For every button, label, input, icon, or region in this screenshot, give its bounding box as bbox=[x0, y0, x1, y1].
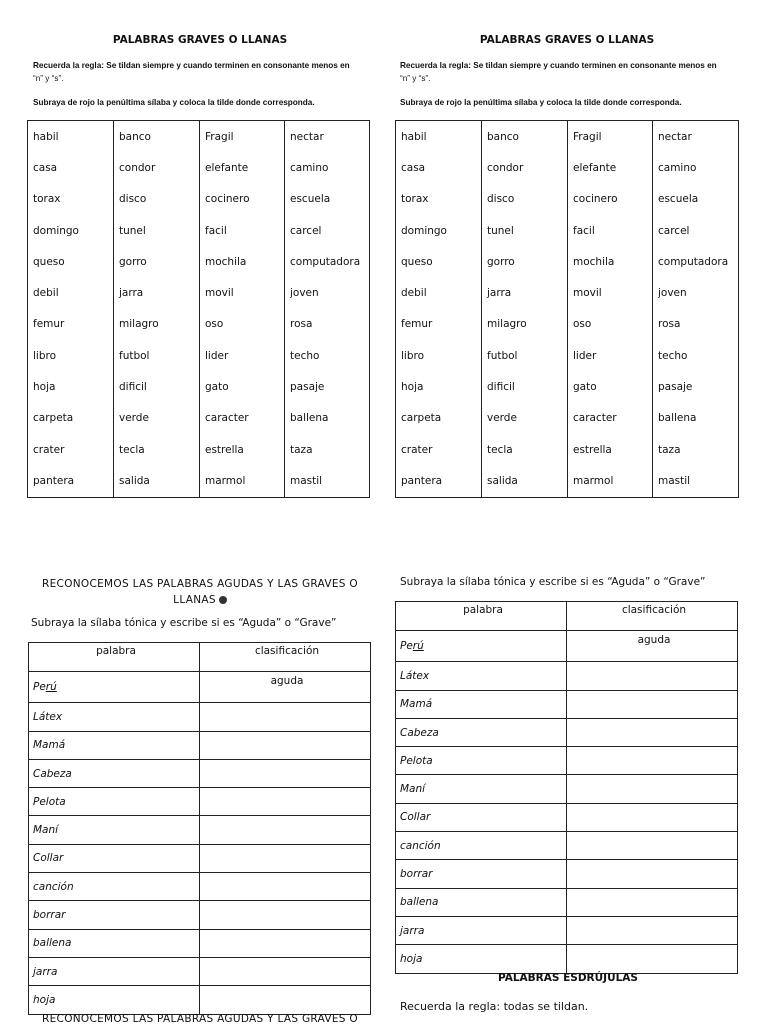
table-row bbox=[396, 690, 738, 718]
word-cell: femur bbox=[396, 309, 482, 340]
classification-cell[interactable] bbox=[200, 929, 371, 957]
classification-cell[interactable] bbox=[200, 986, 371, 1014]
word-cell: movil bbox=[568, 277, 653, 308]
word-cell: crater bbox=[28, 434, 114, 465]
word-cell: Mamá bbox=[396, 690, 567, 718]
word-cell: caracter bbox=[200, 403, 285, 434]
word-cell: pasaje bbox=[285, 371, 370, 402]
word-cell: ballena bbox=[29, 929, 200, 957]
table-row bbox=[29, 986, 371, 1014]
word-cell: Perú bbox=[29, 672, 200, 703]
word-cell: torax bbox=[28, 184, 114, 215]
classification-cell[interactable] bbox=[567, 747, 738, 775]
table-row bbox=[396, 277, 739, 308]
table-row bbox=[28, 121, 370, 153]
word-cell: jarra bbox=[114, 277, 200, 308]
word-cell: Látex bbox=[396, 662, 567, 690]
word-cell: canción bbox=[396, 832, 567, 860]
right-rule-text bbox=[400, 59, 745, 85]
word-cell: dificil bbox=[114, 371, 200, 402]
left-rule-text bbox=[33, 59, 378, 85]
table-row bbox=[29, 844, 371, 872]
classification-cell[interactable] bbox=[567, 832, 738, 860]
word-cell: queso bbox=[396, 246, 482, 277]
classification-cell[interactable] bbox=[567, 775, 738, 803]
table-row bbox=[396, 775, 738, 803]
word-cell: movil bbox=[200, 277, 285, 308]
word-cell: condor bbox=[482, 152, 568, 183]
table-row bbox=[396, 803, 738, 831]
word-cell: jarra bbox=[396, 916, 567, 944]
word-cell: Cabeza bbox=[29, 759, 200, 787]
word-cell: habil bbox=[396, 121, 482, 153]
word-cell: debil bbox=[396, 277, 482, 308]
word-cell: Maní bbox=[29, 816, 200, 844]
right-instruction: Subraya de rojo la penúltima sílaba y coloca la tilde donde corresponda. bbox=[400, 98, 682, 107]
classification-cell[interactable] bbox=[567, 945, 738, 973]
word-cell: canción bbox=[29, 873, 200, 901]
word-cell: futbol bbox=[114, 340, 200, 371]
right-rule-line2: “n” y “s”. bbox=[400, 74, 431, 83]
table-row bbox=[396, 916, 738, 944]
word-cell: gato bbox=[568, 371, 653, 402]
word-cell: casa bbox=[396, 152, 482, 183]
right-rule-line1: Recuerda la regla: Se tildan siempre y cuando terminen en consonante menos en bbox=[400, 61, 717, 70]
table-row bbox=[29, 901, 371, 929]
table-row bbox=[396, 832, 738, 860]
word-cell: techo bbox=[653, 340, 739, 371]
word-cell: mastil bbox=[653, 465, 739, 497]
agudas-left-heading-line2: LLANAS bbox=[173, 594, 216, 606]
word-cell: banco bbox=[114, 121, 200, 153]
classification-cell[interactable] bbox=[200, 957, 371, 985]
classification-cell[interactable] bbox=[567, 803, 738, 831]
word-cell: Fragil bbox=[200, 121, 285, 153]
classification-cell[interactable] bbox=[200, 901, 371, 929]
word-cell: rosa bbox=[285, 309, 370, 340]
word-cell: marmol bbox=[200, 465, 285, 497]
table-row bbox=[29, 957, 371, 985]
word-cell: dificil bbox=[482, 371, 568, 402]
word-cell: camino bbox=[653, 152, 739, 183]
col-header-clasificacion: clasificación bbox=[567, 602, 738, 631]
table-row bbox=[29, 873, 371, 901]
word-cell: lider bbox=[568, 340, 653, 371]
word-cell: oso bbox=[200, 309, 285, 340]
smiley-icon bbox=[219, 596, 227, 604]
word-cell: futbol bbox=[482, 340, 568, 371]
table-row bbox=[28, 434, 370, 465]
word-cell: hoja bbox=[396, 945, 567, 973]
table-row bbox=[396, 215, 739, 246]
word-cell: debil bbox=[28, 277, 114, 308]
word-cell: caracter bbox=[568, 403, 653, 434]
table-row bbox=[28, 246, 370, 277]
table-row bbox=[28, 184, 370, 215]
right-worksheet-title: PALABRAS GRAVES O LLANAS bbox=[479, 34, 655, 46]
word-cell: libro bbox=[396, 340, 482, 371]
esdrujulas-rule: Recuerda la regla: todas se tildan. bbox=[400, 1000, 589, 1013]
word-cell: hoja bbox=[28, 371, 114, 402]
table-row bbox=[396, 718, 738, 746]
word-cell: Collar bbox=[29, 844, 200, 872]
table-row bbox=[396, 631, 738, 662]
classification-cell[interactable] bbox=[200, 759, 371, 787]
agudas-left-footer-heading: RECONOCEMOS LAS PALABRAS AGUDAS Y LAS GRAVES O bbox=[42, 1013, 358, 1025]
word-cell: Perú bbox=[396, 631, 567, 662]
word-cell: tecla bbox=[482, 434, 568, 465]
left-instruction: Subraya de rojo la penúltima sílaba y coloca la tilde donde corresponda. bbox=[33, 98, 315, 107]
word-cell: elefante bbox=[568, 152, 653, 183]
table-row bbox=[28, 403, 370, 434]
word-cell: milagro bbox=[114, 309, 200, 340]
word-cell: oso bbox=[568, 309, 653, 340]
word-cell: crater bbox=[396, 434, 482, 465]
word-cell: Látex bbox=[29, 703, 200, 731]
word-cell: gorro bbox=[482, 246, 568, 277]
table-row bbox=[396, 371, 739, 402]
word-cell: salida bbox=[114, 465, 200, 497]
agudas-left-heading bbox=[30, 576, 370, 608]
table-row bbox=[396, 434, 739, 465]
word-cell: Collar bbox=[396, 803, 567, 831]
word-cell: pantera bbox=[28, 465, 114, 497]
word-cell: jarra bbox=[29, 957, 200, 985]
word-cell: tunel bbox=[114, 215, 200, 246]
table-row bbox=[396, 184, 739, 215]
word-cell: taza bbox=[285, 434, 370, 465]
table-row bbox=[29, 731, 371, 759]
classification-cell[interactable] bbox=[200, 844, 371, 872]
col-header-palabra: palabra bbox=[396, 602, 567, 631]
word-cell: joven bbox=[285, 277, 370, 308]
word-cell: marmol bbox=[568, 465, 653, 497]
table-row bbox=[28, 465, 370, 497]
left-rule-line1: Recuerda la regla: Se tildan siempre y cuando terminen en consonante menos en bbox=[33, 61, 350, 70]
classification-cell[interactable] bbox=[200, 873, 371, 901]
classification-cell[interactable] bbox=[567, 916, 738, 944]
word-cell: Pelota bbox=[396, 747, 567, 775]
word-cell: ballena bbox=[396, 888, 567, 916]
word-cell: camino bbox=[285, 152, 370, 183]
table-row bbox=[396, 945, 738, 973]
word-cell: cocinero bbox=[200, 184, 285, 215]
word-cell: hoja bbox=[29, 986, 200, 1014]
table-row bbox=[29, 672, 371, 703]
word-cell: gorro bbox=[114, 246, 200, 277]
word-cell: nectar bbox=[285, 121, 370, 153]
table-row bbox=[396, 152, 739, 183]
word-cell: jarra bbox=[482, 277, 568, 308]
table-row bbox=[29, 816, 371, 844]
col-header-palabra: palabra bbox=[29, 643, 200, 672]
word-cell: lider bbox=[200, 340, 285, 371]
left-words-table bbox=[27, 120, 370, 498]
word-cell: habil bbox=[28, 121, 114, 153]
word-cell: condor bbox=[114, 152, 200, 183]
word-cell: femur bbox=[28, 309, 114, 340]
table-row bbox=[396, 860, 738, 888]
agudas-left-heading-line1: RECONOCEMOS LAS PALABRAS AGUDAS Y LAS GRAVES O bbox=[42, 578, 358, 590]
word-cell: escuela bbox=[653, 184, 739, 215]
right-words-table bbox=[395, 120, 739, 498]
word-cell: mochila bbox=[568, 246, 653, 277]
word-cell: libro bbox=[28, 340, 114, 371]
word-cell: rosa bbox=[653, 309, 739, 340]
word-cell: nectar bbox=[653, 121, 739, 153]
word-cell: carcel bbox=[653, 215, 739, 246]
word-cell: cocinero bbox=[568, 184, 653, 215]
word-cell: Cabeza bbox=[396, 718, 567, 746]
classification-cell[interactable] bbox=[567, 860, 738, 888]
classification-cell[interactable] bbox=[200, 816, 371, 844]
word-cell: facil bbox=[568, 215, 653, 246]
table-row bbox=[396, 403, 739, 434]
classification-cell[interactable] bbox=[200, 788, 371, 816]
word-cell: mochila bbox=[200, 246, 285, 277]
word-cell: gato bbox=[200, 371, 285, 402]
word-cell: ballena bbox=[653, 403, 739, 434]
classification-cell[interactable]: aguda bbox=[200, 672, 371, 703]
word-cell: Pelota bbox=[29, 788, 200, 816]
word-cell: torax bbox=[396, 184, 482, 215]
word-cell: carcel bbox=[285, 215, 370, 246]
left-rule-line2: “n” y “s”. bbox=[33, 74, 64, 83]
word-cell: domingo bbox=[28, 215, 114, 246]
esdrujulas-title: PALABRAS ESDRÚJULAS bbox=[498, 972, 638, 984]
word-cell: disco bbox=[114, 184, 200, 215]
classification-cell[interactable] bbox=[567, 690, 738, 718]
table-row bbox=[396, 662, 738, 690]
word-cell: domingo bbox=[396, 215, 482, 246]
table-row bbox=[29, 703, 371, 731]
table-row bbox=[396, 309, 739, 340]
word-cell: computadora bbox=[285, 246, 370, 277]
word-cell: estrella bbox=[568, 434, 653, 465]
word-cell: casa bbox=[28, 152, 114, 183]
word-cell: borrar bbox=[29, 901, 200, 929]
table-row bbox=[28, 340, 370, 371]
word-cell: tecla bbox=[114, 434, 200, 465]
word-cell: Fragil bbox=[568, 121, 653, 153]
word-cell: ballena bbox=[285, 403, 370, 434]
word-cell: carpeta bbox=[396, 403, 482, 434]
word-cell: elefante bbox=[200, 152, 285, 183]
word-cell: pasaje bbox=[653, 371, 739, 402]
classification-cell[interactable] bbox=[567, 662, 738, 690]
word-cell: milagro bbox=[482, 309, 568, 340]
word-cell: carpeta bbox=[28, 403, 114, 434]
classification-cell[interactable]: aguda bbox=[567, 631, 738, 662]
table-row bbox=[396, 121, 739, 153]
word-cell: joven bbox=[653, 277, 739, 308]
word-cell: techo bbox=[285, 340, 370, 371]
table-row bbox=[29, 759, 371, 787]
table-row bbox=[28, 309, 370, 340]
word-cell: pantera bbox=[396, 465, 482, 497]
left-worksheet-title: PALABRAS GRAVES O LLANAS bbox=[112, 34, 288, 46]
agudas-right-table bbox=[395, 601, 738, 974]
agudas-left-table bbox=[28, 642, 371, 1015]
table-row bbox=[396, 465, 739, 497]
table-row bbox=[396, 246, 739, 277]
table-row bbox=[29, 788, 371, 816]
table-row bbox=[29, 929, 371, 957]
col-header-clasificacion: clasificación bbox=[200, 643, 371, 672]
table-row bbox=[396, 888, 738, 916]
word-cell: borrar bbox=[396, 860, 567, 888]
word-cell: verde bbox=[114, 403, 200, 434]
word-cell: Maní bbox=[396, 775, 567, 803]
table-row bbox=[28, 371, 370, 402]
word-cell: estrella bbox=[200, 434, 285, 465]
table-row bbox=[28, 277, 370, 308]
table-row bbox=[28, 152, 370, 183]
classification-cell[interactable] bbox=[200, 703, 371, 731]
table-row bbox=[396, 340, 739, 371]
word-cell: taza bbox=[653, 434, 739, 465]
table-row bbox=[396, 747, 738, 775]
table-row bbox=[28, 215, 370, 246]
word-cell: escuela bbox=[285, 184, 370, 215]
word-cell: verde bbox=[482, 403, 568, 434]
word-cell: salida bbox=[482, 465, 568, 497]
word-cell: banco bbox=[482, 121, 568, 153]
classification-cell[interactable] bbox=[567, 718, 738, 746]
agudas-left-instruction: Subraya la sílaba tónica y escribe si es “Aguda” o “Grave” bbox=[31, 617, 337, 629]
word-cell: computadora bbox=[653, 246, 739, 277]
classification-cell[interactable] bbox=[200, 731, 371, 759]
word-cell: hoja bbox=[396, 371, 482, 402]
agudas-right-instruction: Subraya la sílaba tónica y escribe si es “Aguda” o “Grave” bbox=[400, 576, 706, 588]
classification-cell[interactable] bbox=[567, 888, 738, 916]
word-cell: disco bbox=[482, 184, 568, 215]
word-cell: facil bbox=[200, 215, 285, 246]
word-cell: queso bbox=[28, 246, 114, 277]
word-cell: mastil bbox=[285, 465, 370, 497]
word-cell: tunel bbox=[482, 215, 568, 246]
word-cell: Mamá bbox=[29, 731, 200, 759]
